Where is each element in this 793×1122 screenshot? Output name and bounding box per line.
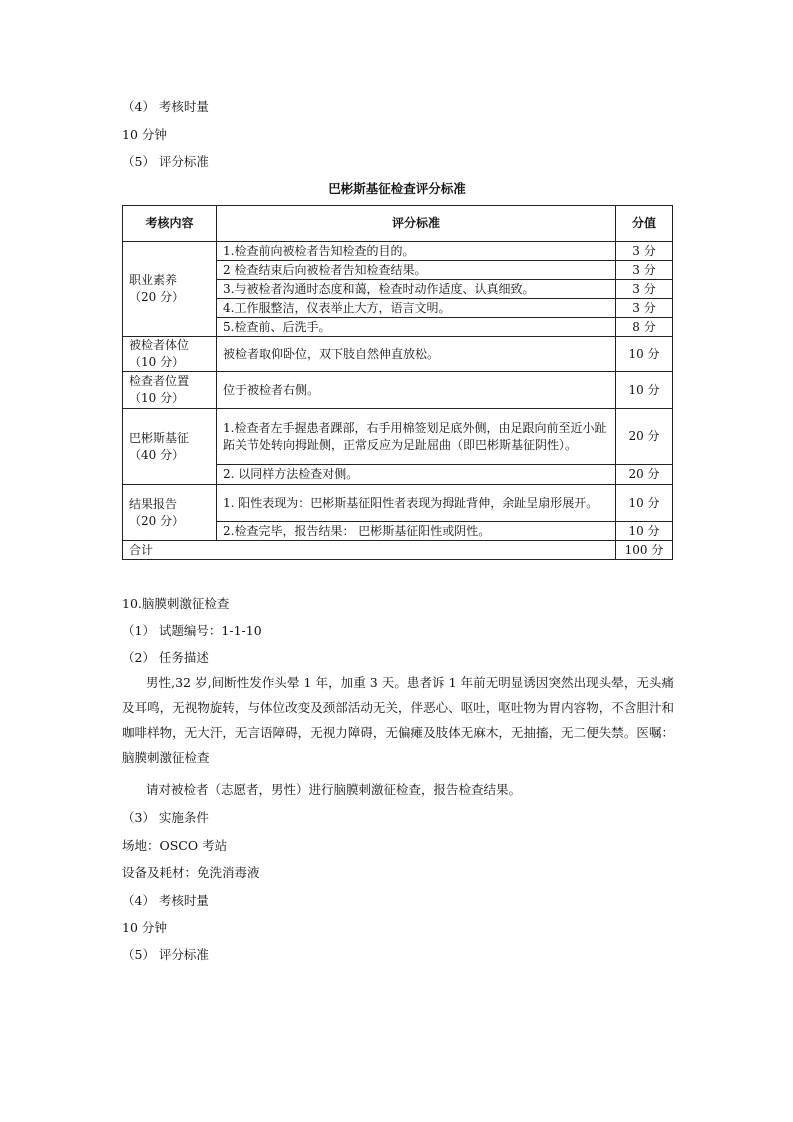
- item-2: （2） 任务描述: [122, 650, 209, 665]
- criterion-cell: 被检者取仰卧位，双下肢自然伸直放松。: [217, 337, 616, 372]
- venue: 场地：OSCO 考站: [122, 838, 228, 853]
- category-points: （20 分）: [129, 290, 185, 304]
- total-label: 合计: [123, 541, 616, 560]
- total-row: [123, 541, 673, 560]
- header-score: 分值: [616, 206, 673, 242]
- score-cell: 3 分: [616, 261, 673, 280]
- table-row: [123, 372, 673, 409]
- category-points: （10 分）: [129, 391, 185, 405]
- score-cell: 20 分: [616, 409, 673, 465]
- score-cell: 3 分: [616, 299, 673, 318]
- score-cell: 8 分: [616, 318, 673, 337]
- scoring-table: [122, 205, 673, 560]
- category-points: （40 分）: [129, 447, 185, 462]
- duration: 10 分钟: [122, 920, 167, 935]
- criterion-cell: 4.工作服整洁，仪表举止大方，语言文明。: [217, 299, 616, 318]
- scoring-standard-heading: （5） 评分标准: [122, 154, 209, 169]
- category-cell: [123, 337, 217, 372]
- score-cell: 20 分: [616, 465, 673, 485]
- score-cell: 10 分: [616, 522, 673, 541]
- criterion-cell: 1. 阳性表现为：巴彬斯基征阳性者表现为拇趾背伸，余趾呈扇形展开。: [217, 485, 616, 522]
- category-name: 检查者位置: [129, 374, 190, 388]
- category-cell: [123, 409, 217, 485]
- category-points: （20 分）: [129, 513, 185, 528]
- exam-duration-heading: （4） 考核时量: [122, 99, 209, 114]
- section-heading: 10.脑膜刺激征检查: [122, 596, 230, 611]
- criterion-cell: 2 检查结束后向被检者告知检查结果。: [217, 261, 616, 280]
- score-cell: 3 分: [616, 280, 673, 299]
- score-cell: 10 分: [616, 337, 673, 372]
- category-cell: [123, 372, 217, 409]
- table-row: [123, 242, 673, 261]
- task-instruction: 请对被检者（志愿者，男性）进行脑膜刺激征检查，报告检查结果。: [146, 782, 522, 797]
- table-row: [123, 485, 673, 522]
- total-score: 100 分: [616, 541, 673, 560]
- task-description: 男性,32 岁,间断性发作头晕 1 年，加重 3 天。患者诉 1 年前无明显诱因突然出现头晕，无头痛及耳鸣，无视物旋转，与体位改变及颈部活动无关，伴恶心、呕吐，呕吐物为胃内容物，不含胆汁和咖啡样物，无大汗，无言语障碍，无视力障碍，无偏瘫及肢体无麻木，无抽搐，无二便失禁。医嘱：脑膜刺激征检查: [122, 675, 674, 765]
- category-cell: [123, 242, 217, 337]
- criterion-cell: 位于被检者右侧。: [217, 372, 616, 409]
- item-5: （5） 评分标准: [122, 947, 209, 962]
- category-name: 职业素养: [129, 273, 178, 287]
- header-content: 考核内容: [123, 206, 217, 242]
- table-row: [123, 337, 673, 372]
- table-title: 巴彬斯基征检查评分标准: [328, 181, 466, 196]
- score-cell: 10 分: [616, 485, 673, 522]
- category-name: 被检者体位: [129, 338, 190, 352]
- header-criteria: 评分标准: [217, 206, 616, 242]
- category-cell: [123, 485, 217, 541]
- category-name: 结果报告: [129, 496, 178, 511]
- criterion-cell: 2. 以同样方法检查对侧。: [217, 465, 616, 485]
- equipment: 设备及耗材：免洗消毒液: [122, 865, 260, 880]
- score-cell: 3 分: [616, 242, 673, 261]
- score-cell: 10 分: [616, 372, 673, 409]
- table-header-row: [123, 206, 673, 242]
- category-name: 巴彬斯基征: [129, 430, 190, 445]
- table-row: [123, 409, 673, 465]
- item-4: （4） 考核时量: [122, 893, 209, 908]
- criterion-cell: 2.检查完毕，报告结果： 巴彬斯基征阳性或阴性。: [217, 522, 616, 541]
- exam-duration-value: 10 分钟: [122, 127, 167, 142]
- criterion-cell: 3.与被检者沟通时态度和蔼，检查时动作适度、认真细致。: [217, 280, 616, 299]
- criterion-cell: 1.检查者左手握患者踝部，右手用棉签划足底外侧，由足跟向前至近小趾跖关节处转向拇趾侧，正常反应为足趾屈曲（即巴彬斯基征阴性）。: [217, 409, 616, 465]
- category-points: （10 分）: [129, 355, 185, 369]
- item-1: （1） 试题编号：1-1-10: [122, 623, 262, 638]
- criterion-cell: 5.检查前、后洗手。: [217, 318, 616, 337]
- criterion-cell: 1.检查前向被检者告知检查的目的。: [217, 242, 616, 261]
- item-3: （3） 实施条件: [122, 810, 209, 825]
